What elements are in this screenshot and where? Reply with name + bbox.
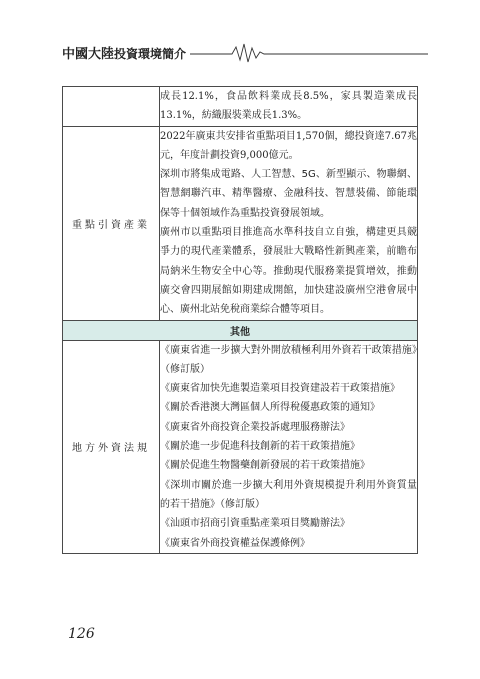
content-cell [160,126,418,320]
list-item: 《深圳市關於進一步擴大利用外資規模提升利用外資質量的若干措施》（修訂版） [160,479,417,510]
content-cell [160,87,418,127]
paragraph: 廣州市以重點項目推進高水準科技自立自強，構建更具競爭力的現代產業體系，發展壯大戰略性新興產業，前瞻布局納米生物安全中心等。推動現代服務業提質增效，推動廣交會四期展館如期建成開館，加快建設廣州空港會展中心、廣州北站免稅商業綜合體等項目。 [160,227,417,316]
list-item: 《關於促進生物醫藥創新發展的若干政策措施》 [160,460,370,472]
page-header [62,40,428,64]
list-item: 《廣東省進一步擴大對外開放積極利用外資若干政策措施》（修訂版） [160,344,417,375]
row-label: 重點引資產業 [63,126,160,320]
empty-label-cell [63,87,160,127]
page-number: 126 [68,626,95,642]
list-item: 《廣東省加快先進製造業項目投資建設若干政策措施》 [160,383,400,395]
content-cell [160,340,418,553]
list-item: 《廣東省外商投資企業投訴處理服務辦法》 [160,421,350,433]
list-item: 《廣東省外商投資權益保護條例》 [160,537,310,549]
table-row [63,320,418,340]
header-title [62,43,186,62]
list-item: 《汕頭市招商引資重點產業項目獎勵辦法》 [160,518,350,530]
table-row [63,126,418,320]
list-item: 《關於進一步促進科技創新的若干政策措施》 [160,441,360,453]
continued-text: 成長12.1%，食品飲料業成長8.5%，家具製造業成長13.1%，紡織服裝業成長1.3%。 [160,91,417,122]
row-label: 地方外資法規 [63,340,160,553]
header-title-small: 投資環境簡介 [114,47,187,61]
header-title-big: 中國大陸 [62,47,115,62]
table-row [63,87,418,127]
list-item: 《關於香港澳大灣區個人所得稅優惠政策的通知》 [160,402,380,414]
section-heading: 其他 [63,320,418,340]
investment-info-table [62,86,418,554]
table-row [63,340,418,553]
paragraph: 2022年廣東共安排省重點項目1,570個，總投資達7.67兆元，年度計劃投資9,000億元。 [160,130,417,161]
paragraph: 深圳市將集成電路、人工智慧、5G、新型顯示、物聯網、智慧網聯汽車、精準醫療、金融科技、智慧裝備、節能環保等十個領域作為重點投資發展領域。 [160,169,417,219]
